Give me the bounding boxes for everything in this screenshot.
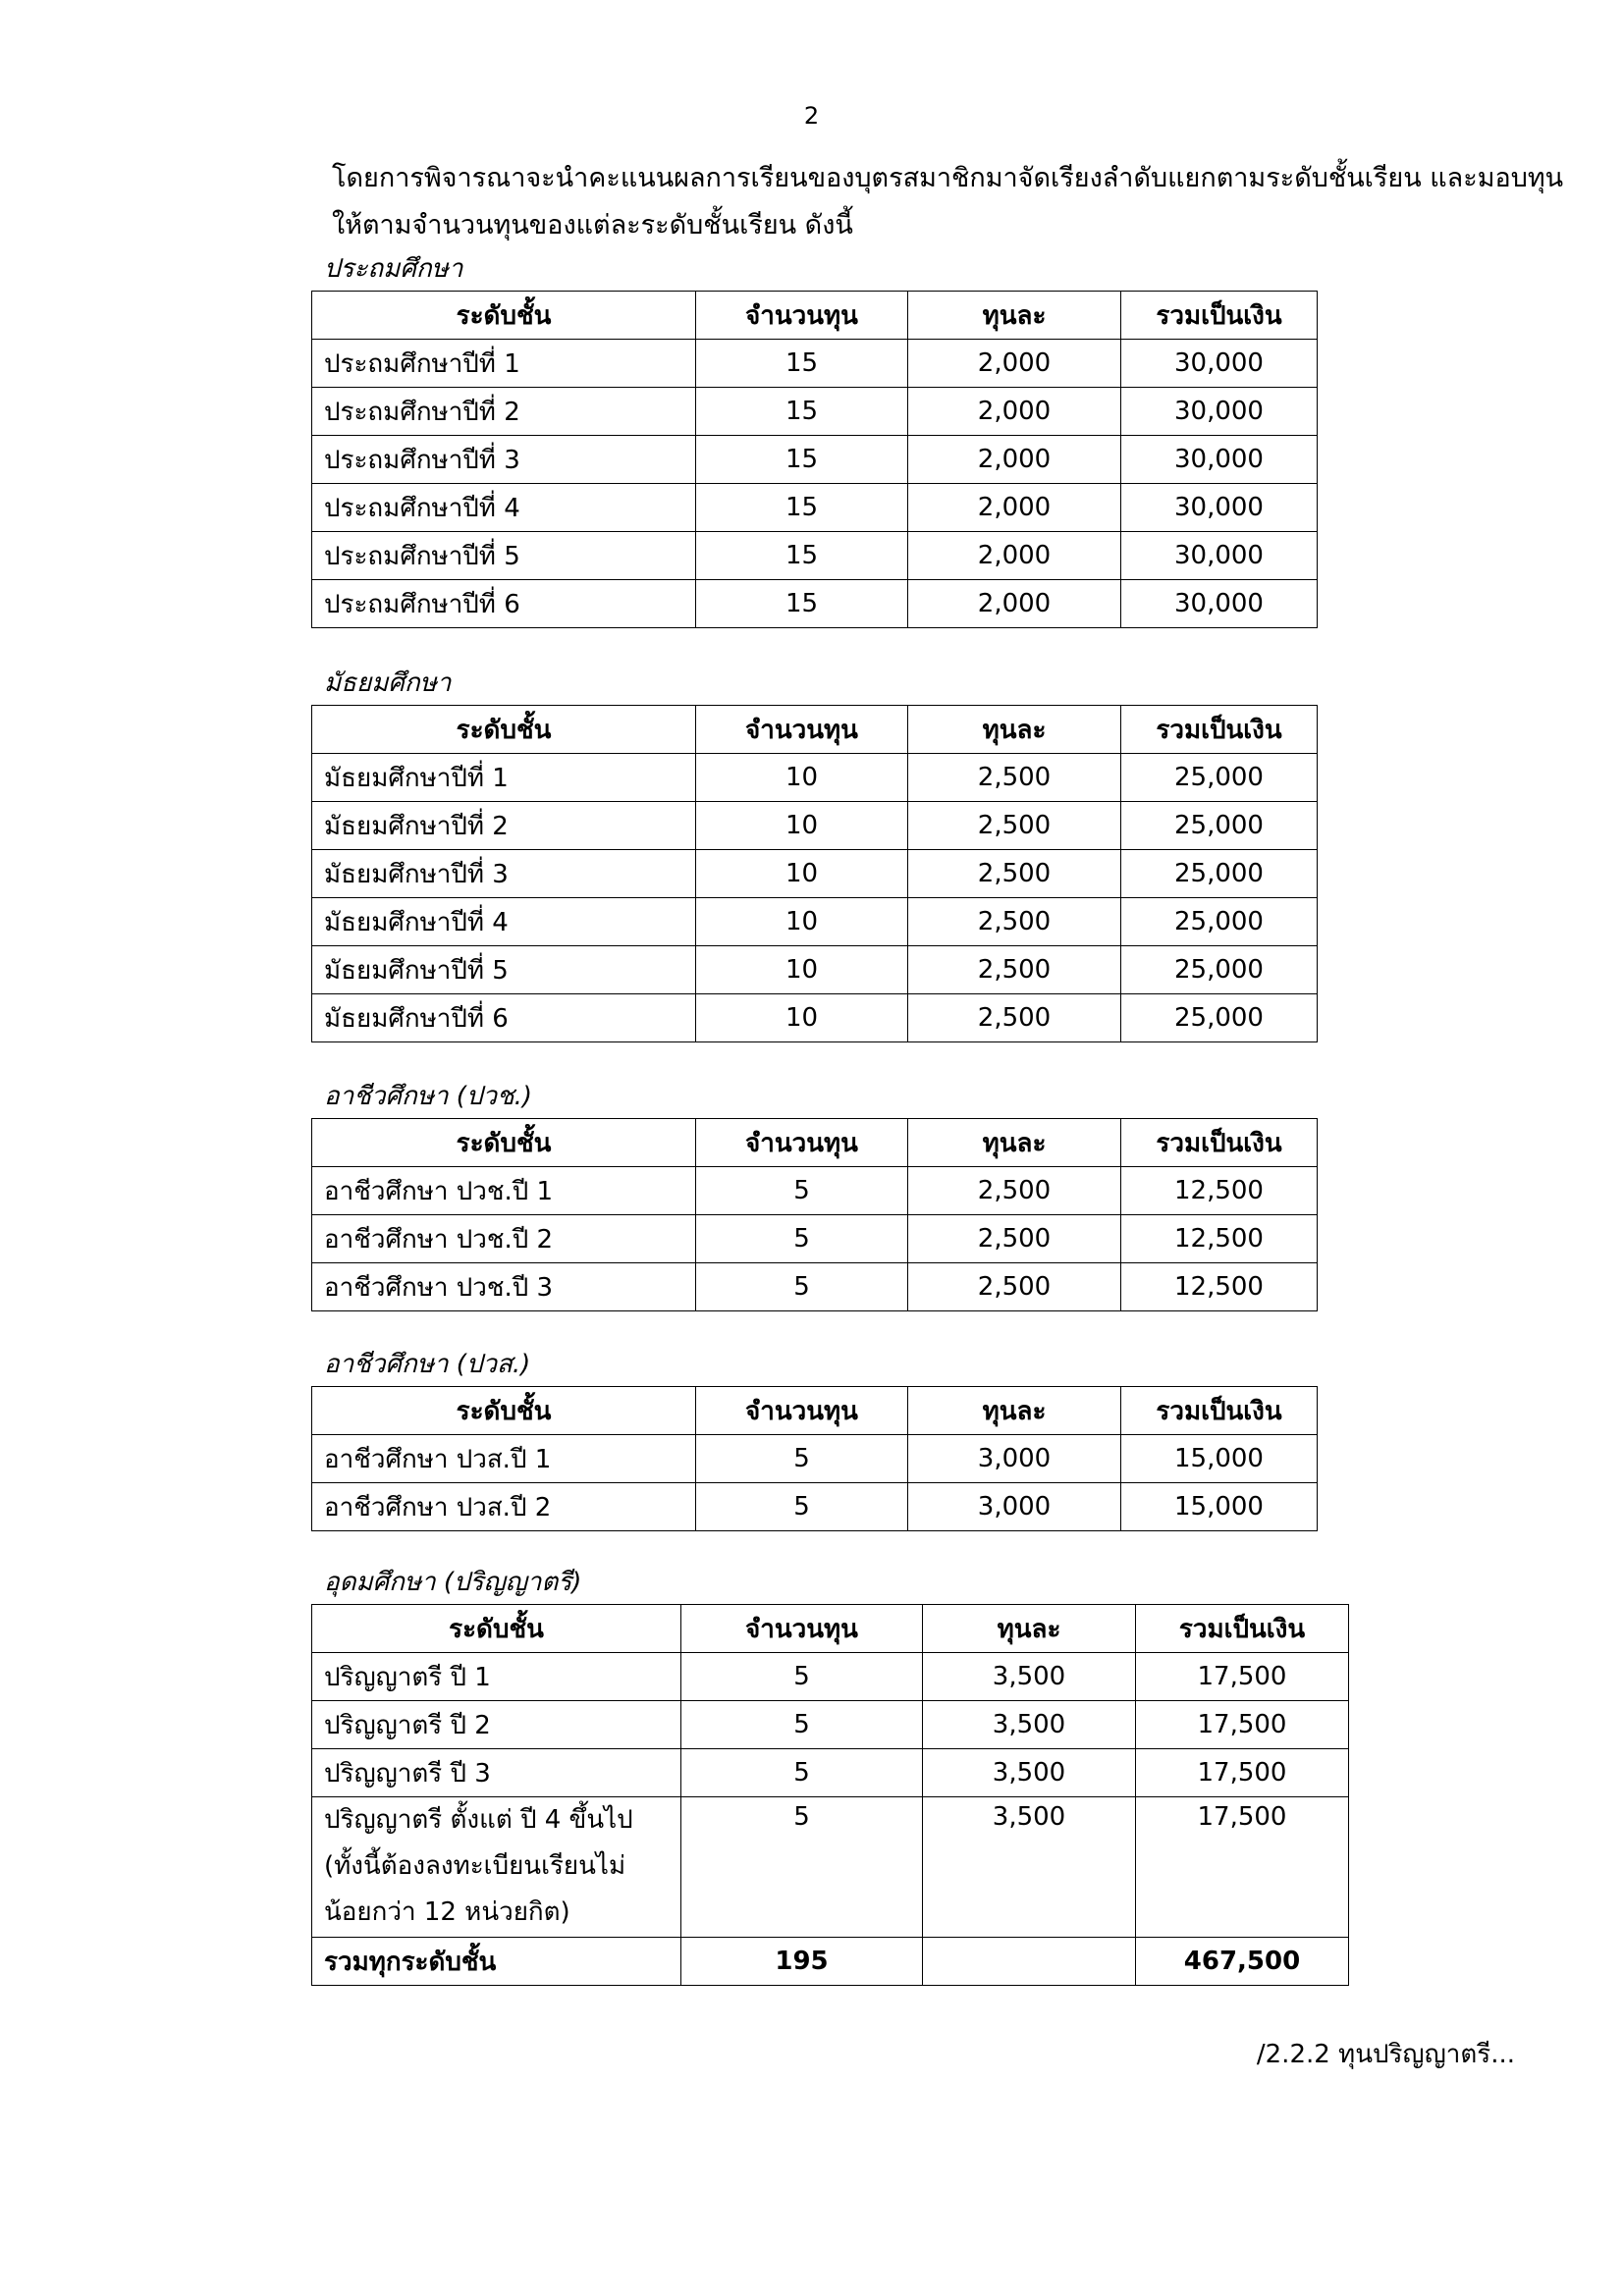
table-row xyxy=(312,1435,1318,1483)
cell-total: 30,000 xyxy=(1121,532,1318,580)
header-total: รวมเป็นเงิน xyxy=(1121,292,1318,340)
cell-level-multiline xyxy=(312,1797,681,1938)
table-row xyxy=(312,436,1318,484)
cell-level: ประถมศึกษาปีที่ 6 xyxy=(312,580,696,628)
cell-total: 25,000 xyxy=(1121,994,1318,1042)
table-row xyxy=(312,1701,1349,1749)
header-count: จำนวนทุน xyxy=(681,1605,923,1653)
cell-per: 2,500 xyxy=(908,1215,1121,1263)
cell-count: 5 xyxy=(696,1483,908,1531)
table-bachelor xyxy=(311,1604,1349,1986)
cell-total: 15,000 xyxy=(1121,1435,1318,1483)
header-per: ทุนละ xyxy=(923,1605,1136,1653)
cell-level: ประถมศึกษาปีที่ 5 xyxy=(312,532,696,580)
cell-count: 5 xyxy=(681,1749,923,1797)
table-row xyxy=(312,850,1318,898)
cell-count: 5 xyxy=(696,1167,908,1215)
cell-count: 15 xyxy=(696,580,908,628)
table-header-row xyxy=(312,1387,1318,1435)
cell-count: 10 xyxy=(696,946,908,994)
cell-per: 3,000 xyxy=(908,1483,1121,1531)
cell-count: 5 xyxy=(696,1435,908,1483)
cell-level: ประถมศึกษาปีที่ 1 xyxy=(312,340,696,388)
cell-count: 10 xyxy=(696,898,908,946)
cell-total: 30,000 xyxy=(1121,388,1318,436)
table-header-row xyxy=(312,1605,1349,1653)
cell-level: มัธยมศึกษาปีที่ 2 xyxy=(312,802,696,850)
cell-per: 2,500 xyxy=(908,898,1121,946)
header-total: รวมเป็นเงิน xyxy=(1121,1119,1318,1167)
cell-count: 15 xyxy=(696,436,908,484)
cell-count: 10 xyxy=(696,802,908,850)
cell-count: 10 xyxy=(696,994,908,1042)
section-title-vocational-high: อาชีวศึกษา (ปวส.) xyxy=(324,1350,531,1379)
cell-per: 2,500 xyxy=(908,994,1121,1042)
table-row xyxy=(312,1167,1318,1215)
table-row xyxy=(312,754,1318,802)
cell-per: 2,000 xyxy=(908,340,1121,388)
page-number: 2 xyxy=(803,102,820,130)
header-per: ทุนละ xyxy=(908,1387,1121,1435)
cell-per: 2,000 xyxy=(908,436,1121,484)
cell-level: อาชีวศึกษา ปวช.ปี 2 xyxy=(312,1215,696,1263)
header-level: ระดับชั้น xyxy=(312,1119,696,1167)
table-row xyxy=(312,340,1318,388)
header-per: ทุนละ xyxy=(908,292,1121,340)
table-row xyxy=(312,1263,1318,1311)
header-total: รวมเป็นเงิน xyxy=(1136,1605,1349,1653)
cell-total: 17,500 xyxy=(1136,1653,1349,1701)
table-row xyxy=(312,484,1318,532)
cell-count: 5 xyxy=(681,1701,923,1749)
table-primary xyxy=(311,291,1318,628)
table-row xyxy=(312,388,1318,436)
cell-count: 15 xyxy=(696,532,908,580)
cell-total: 12,500 xyxy=(1121,1215,1318,1263)
cell-total: 25,000 xyxy=(1121,754,1318,802)
section-title-primary: ประถมศึกษา xyxy=(324,254,463,284)
intro-paragraph xyxy=(332,155,1564,249)
header-level: ระดับชั้น xyxy=(312,292,696,340)
cell-total: 17,500 xyxy=(1136,1701,1349,1749)
table-header-row xyxy=(312,706,1318,754)
cell-count: 10 xyxy=(696,754,908,802)
cell-level: อาชีวศึกษา ปวช.ปี 3 xyxy=(312,1263,696,1311)
table-total-row xyxy=(312,1938,1349,1986)
table-row xyxy=(312,580,1318,628)
header-level: ระดับชั้น xyxy=(312,706,696,754)
cell-level: ประถมศึกษาปีที่ 3 xyxy=(312,436,696,484)
cell-total: 30,000 xyxy=(1121,340,1318,388)
cell-total: 12,500 xyxy=(1121,1263,1318,1311)
cell-total: 30,000 xyxy=(1121,484,1318,532)
table-row xyxy=(312,1653,1349,1701)
header-per: ทุนละ xyxy=(908,706,1121,754)
cell-per: 2,000 xyxy=(908,580,1121,628)
header-per: ทุนละ xyxy=(908,1119,1121,1167)
cell-total: 25,000 xyxy=(1121,898,1318,946)
table-vocational-high xyxy=(311,1386,1318,1531)
cell-total: 30,000 xyxy=(1121,436,1318,484)
cell-level: มัธยมศึกษาปีที่ 3 xyxy=(312,850,696,898)
header-count: จำนวนทุน xyxy=(696,1387,908,1435)
cell-per: 3,500 xyxy=(923,1797,1136,1938)
cell-per: 3,500 xyxy=(923,1653,1136,1701)
header-total: รวมเป็นเงิน xyxy=(1121,1387,1318,1435)
table-vocational-cert xyxy=(311,1118,1318,1311)
cell-count: 15 xyxy=(696,388,908,436)
cell-total: 30,000 xyxy=(1121,580,1318,628)
table-header-row xyxy=(312,292,1318,340)
header-count: จำนวนทุน xyxy=(696,292,908,340)
table-row xyxy=(312,898,1318,946)
section-title-vocational-cert: อาชีวศึกษา (ปวช.) xyxy=(324,1082,533,1111)
cell-count: 5 xyxy=(696,1215,908,1263)
cell-level: มัธยมศึกษาปีที่ 1 xyxy=(312,754,696,802)
header-level: ระดับชั้น xyxy=(312,1387,696,1435)
cell-level: มัธยมศึกษาปีที่ 5 xyxy=(312,946,696,994)
table-row xyxy=(312,1483,1318,1531)
cell-per: 2,500 xyxy=(908,754,1121,802)
cell-per: 2,500 xyxy=(908,1263,1121,1311)
footer-continuation-ref: /2.2.2 ทุนปริญญาตรี... xyxy=(1256,2040,1515,2069)
cell-level-line-1: ปริญญาตรี ตั้งแต่ ปี 4 ขึ้นไป xyxy=(324,1805,633,1835)
cell-level: ปริญญาตรี ปี 1 xyxy=(312,1653,681,1701)
cell-level-line-2: (ทั้งนี้ต้องลงทะเบียนเรียนไม่ xyxy=(324,1851,626,1881)
cell-count: 15 xyxy=(696,484,908,532)
cell-level-line-3: น้อยกว่า 12 หน่วยกิต) xyxy=(324,1897,570,1927)
cell-level: อาชีวศึกษา ปวส.ปี 2 xyxy=(312,1483,696,1531)
total-amount: 467,500 xyxy=(1136,1938,1349,1986)
total-per xyxy=(923,1938,1136,1986)
total-label: รวมทุกระดับชั้น xyxy=(312,1938,681,1986)
cell-level: ปริญญาตรี ปี 3 xyxy=(312,1749,681,1797)
cell-per: 2,000 xyxy=(908,532,1121,580)
total-count: 195 xyxy=(681,1938,923,1986)
header-count: จำนวนทุน xyxy=(696,706,908,754)
table-row xyxy=(312,802,1318,850)
cell-total: 25,000 xyxy=(1121,802,1318,850)
cell-count: 15 xyxy=(696,340,908,388)
cell-level: มัธยมศึกษาปีที่ 4 xyxy=(312,898,696,946)
table-row xyxy=(312,1797,1349,1938)
cell-count: 5 xyxy=(681,1653,923,1701)
cell-level: ปริญญาตรี ปี 2 xyxy=(312,1701,681,1749)
header-level: ระดับชั้น xyxy=(312,1605,681,1653)
table-row xyxy=(312,1749,1349,1797)
cell-level: อาชีวศึกษา ปวช.ปี 1 xyxy=(312,1167,696,1215)
cell-per: 2,500 xyxy=(908,850,1121,898)
cell-total: 25,000 xyxy=(1121,946,1318,994)
cell-count: 10 xyxy=(696,850,908,898)
intro-line-1: โดยการพิจารณาจะนำคะแนนผลการเรียนของบุตรสมาชิกมาจัดเรียงลำดับแยกตามระดับชั้นเรียน และมอบทุน xyxy=(332,163,1564,193)
cell-total: 15,000 xyxy=(1121,1483,1318,1531)
section-title-bachelor: อุดมศึกษา (ปริญญาตรี) xyxy=(324,1568,582,1597)
cell-per: 2,500 xyxy=(908,802,1121,850)
table-header-row xyxy=(312,1119,1318,1167)
cell-level: มัธยมศึกษาปีที่ 6 xyxy=(312,994,696,1042)
cell-level: ประถมศึกษาปีที่ 4 xyxy=(312,484,696,532)
section-title-secondary: มัธยมศึกษา xyxy=(324,668,452,698)
intro-line-2: ให้ตามจำนวนทุนของแต่ละระดับชั้นเรียน ดังนี้ xyxy=(332,210,853,240)
table-row xyxy=(312,994,1318,1042)
cell-per: 2,000 xyxy=(908,388,1121,436)
table-secondary xyxy=(311,705,1318,1042)
cell-total: 12,500 xyxy=(1121,1167,1318,1215)
cell-count: 5 xyxy=(681,1797,923,1938)
cell-level: อาชีวศึกษา ปวส.ปี 1 xyxy=(312,1435,696,1483)
table-row xyxy=(312,946,1318,994)
cell-per: 2,500 xyxy=(908,946,1121,994)
table-row xyxy=(312,1215,1318,1263)
cell-per: 2,500 xyxy=(908,1167,1121,1215)
cell-per: 3,500 xyxy=(923,1749,1136,1797)
cell-total: 17,500 xyxy=(1136,1797,1349,1938)
cell-total: 17,500 xyxy=(1136,1749,1349,1797)
cell-per: 2,000 xyxy=(908,484,1121,532)
cell-level: ประถมศึกษาปีที่ 2 xyxy=(312,388,696,436)
header-total: รวมเป็นเงิน xyxy=(1121,706,1318,754)
cell-total: 25,000 xyxy=(1121,850,1318,898)
cell-count: 5 xyxy=(696,1263,908,1311)
cell-per: 3,500 xyxy=(923,1701,1136,1749)
header-count: จำนวนทุน xyxy=(696,1119,908,1167)
table-row xyxy=(312,532,1318,580)
cell-per: 3,000 xyxy=(908,1435,1121,1483)
